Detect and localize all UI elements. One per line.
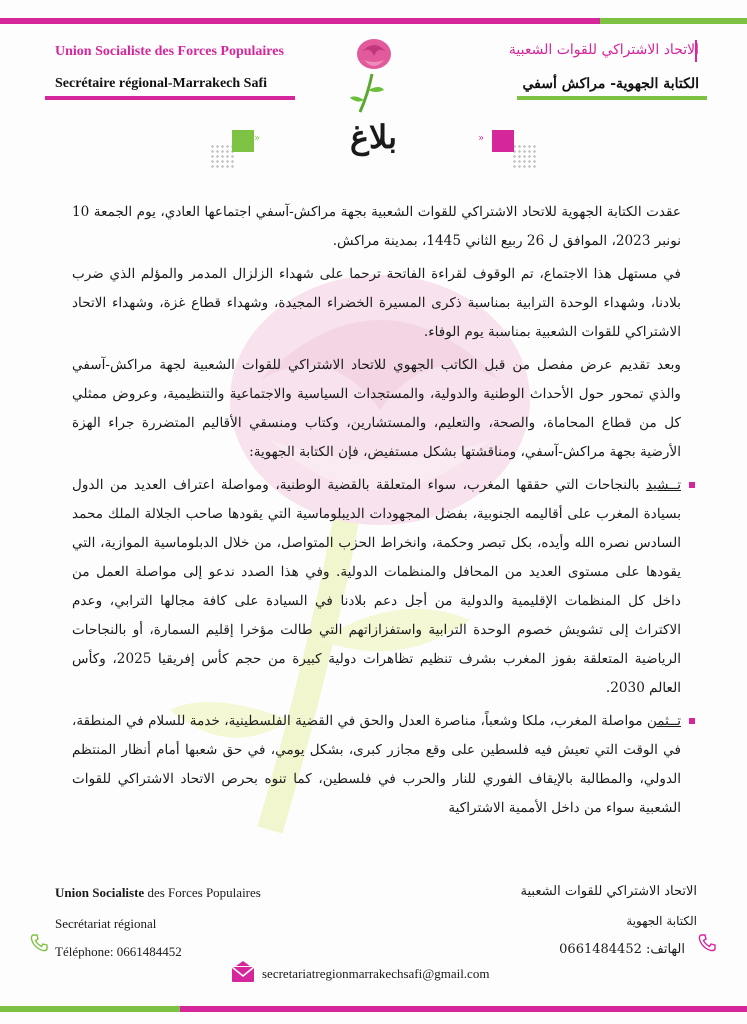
footer-ar-phone: الهاتف: 0661484452 [559,942,685,957]
resolution-text: بالنجاحات التي حققها المغرب، سواء المتعلقة بالقضية الوطنية، ومواصلة اعتراف العديد من الدول بسيادة المغرب على أقاليمه الجنوبية، بفضل المجهودات الديبلوماسية التي يقودها صاحب الجلالة الملك محمد السادس نصره الله وأيده، بكل تبصر وحكمة، وانخراط الحزب المتواصل، من خلال الدبلوماسية الموازية، التي يقودها على مستوى العديد من المحافل والمنظمات الدولية. وفي هذا الصدد ندعو إلى مواصلة العمل من داخل كل المنظمات الإقليمية والدولية من أجل دعم بلادنا في السيادة على كافة مجالها الترابي، وعدم الاكتراث إلى تشويش خصوم الوحدة الترابية واستفزازاتهم التي طالت مؤخرا إقليم السمارة، أو بالنجاحات الرياضية المتعلقة بفوز المغرب بشرف تنظيم تظاهرات دولية كبيرة من حجم كأس إفريقيا 2025، وكأس العالم 2030. [72,477,681,696]
paragraph-intro: عقدت الكتابة الجهوية للاتحاد الاشتراكي للقوات الشعبية بجهة مراكش-آسفي اجتماعها العادي، يوم الجمعة 10 نونبر 2023، الموافق ل 26 ربيع الثاني 1445، بمدينة مراكش. [72,204,681,249]
paragraph-report: وبعد تقديم عرض مفصل من قبل الكاتب الجهوي للاتحاد الاشتراكي للقوات الشعبية لجهة مراكش-آسفي والذي تمحور حول الأحداث الوطنية والدولية، والمستجدات السياسية والاجتماعية والتنظيمية، وعروض ممثلي كل من قطاع المحاماة، والصحة، والتعليم، والمستشارين، وكتاب ومنسقي الأقاليم المتضررة جراء الهزة الأرضية بجهة مراكش-آسفي، ومناقشتها بشكل مستفيض، فإن الكتابة الجهوية: [72,357,681,460]
bullet-icon [689,482,695,488]
header-ar-underline [517,96,707,100]
bottom-color-bar [0,1006,747,1012]
mail-icon [230,960,256,984]
footer-ar-secretariat: الكتابة الجهوية [626,914,697,928]
phone-icon [28,932,50,954]
rose-logo-icon [338,34,408,114]
header-fr-underline [45,96,295,100]
list-item [72,707,681,823]
paragraph-minute-silence: في مستهل هذا الاجتماع، تم الوقوف لقراءة الفاتحة ترحما على شهداء الزلزال المدمر والمؤلم الذي ضرب بلادنا، وشهداء الوحدة الترابية بمناسبة ذكرى المسيرة الخضراء المجيدة، وشهداء قطاع غزة، وشهداء الاتحاد الاشتراكي للقوات الشعبية بمناسبة يوم الوفاء. [72,266,681,340]
footer-fr-organization [55,885,261,901]
footer-fr-secretariat: Secrétariat régional [55,916,157,931]
footer-fr-org-bold: Union Socialiste [55,885,145,900]
resolution-lead: تــشيد [645,477,681,493]
email-text[interactable]: secretariatregionmarrakechsafi@gmail.com [262,966,490,981]
document-body [72,198,681,827]
header-fr-organization: Union Socialiste des Forces Populaires [55,44,284,59]
header-ar-organization: الاتحاد الاشتراكي للقوات الشعبية [508,42,699,58]
header-fr-secretariat: Secrétaire régional-Marrakech Safi [55,76,268,91]
decor-chevrons-left: » [254,133,261,144]
document-title: بلاغ [349,118,398,156]
resolutions-list [72,471,681,823]
header-ar-secretariat: الكتابة الجهوية- مراكش أسفي [522,76,699,92]
decor-chevrons-right: » [478,133,485,144]
phone-icon [696,932,718,954]
resolution-lead: تــثمن [646,713,681,729]
footer-fr-org-rest: des Forces Populaires [144,885,261,900]
footer-fr-phone: Téléphone: 0661484452 [55,944,182,959]
list-item [72,471,681,703]
bullet-icon [689,718,695,724]
top-color-bar [0,18,747,24]
footer-ar-organization: الاتحاد الاشتراكي للقوات الشعبية [520,884,697,899]
resolution-text: مواصلة المغرب، ملكا وشعباً، مناصرة العدل والحق في القضية الفلسطينية، خدمة للسلام في المنطقة، في الوقت التي تعيش فيه فلسطين على وقع مجازر كبرى، بشكل يومي، في حق شعبها أمام أنظار المنتظم الدولي، والمطالبة بالإيقاف الفوري للنار والحرب في فلسطين، كما تنوه بحرص الاتحاد الاشتراكي للقوات الشعبية سواء من داخل الأممية الاشتراكية [72,713,681,816]
